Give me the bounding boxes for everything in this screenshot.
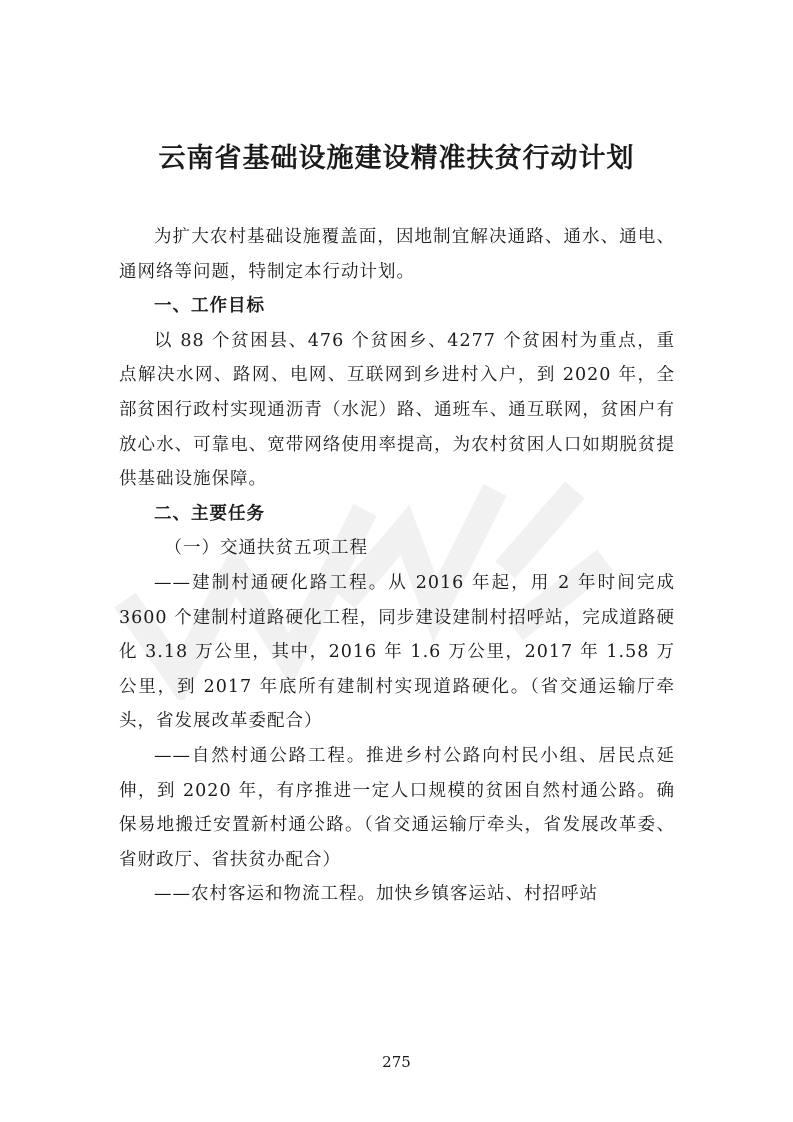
goals-paragraph: 以 88 个贫困县、476 个贫困乡、4277 个贫困村为重点，重点解决水网、路网、电网、互联网到乡进村入户，到 2020 年，全部贫困行政村实现通沥青（水泥）路、通班车、通互联网，贫困户有放心水、可靠电、宽带网络使用率提高，为农村贫困人口如期脱贫提供基础设施保障。 bbox=[119, 330, 675, 490]
task-item-paved-roads: ——建制村通硬化路工程。从 2016 年起，用 2 年时间完成 3600 个建制村道路硬化工程，同步建设建制村招呼站，完成道路硬化 3.18 万公里，其中，2016 年 1.6 万公里，2017 年 1.58 万公里，到 2017 年底所有建制村实现道路硬化。（省交通运输厅牵头，省发展改革委配合） bbox=[119, 572, 675, 732]
document-title: 云南省基础设施建设精准扶贫行动计划 bbox=[158, 143, 635, 174]
task-item-transport-logistics: ——农村客运和物流工程。加快乡镇客运站、村招呼站 bbox=[154, 884, 598, 905]
task-item-village-roads: ——自然村通公路工程。推进乡村公路向村民小组、居民点延伸，到 2020 年，有序推进一定人口规模的贫困自然村通公路。确保易地搬迁安置新村通公路。（省交通运输厅牵头，省发展改革委、省财政厅、省扶贫办配合） bbox=[119, 745, 675, 870]
section-heading-tasks: 二、主要任务 bbox=[154, 503, 265, 524]
subsection-heading-transport: （一）交通扶贫五项工程 bbox=[164, 538, 368, 559]
page-number: 275 bbox=[382, 1053, 411, 1071]
section-heading-goals: 一、工作目标 bbox=[154, 296, 265, 317]
document-body bbox=[119, 220, 675, 912]
intro-paragraph: 为扩大农村基础设施覆盖面，因地制宜解决通路、通水、通电、通网络等问题，特制定本行动计划。 bbox=[119, 227, 675, 282]
